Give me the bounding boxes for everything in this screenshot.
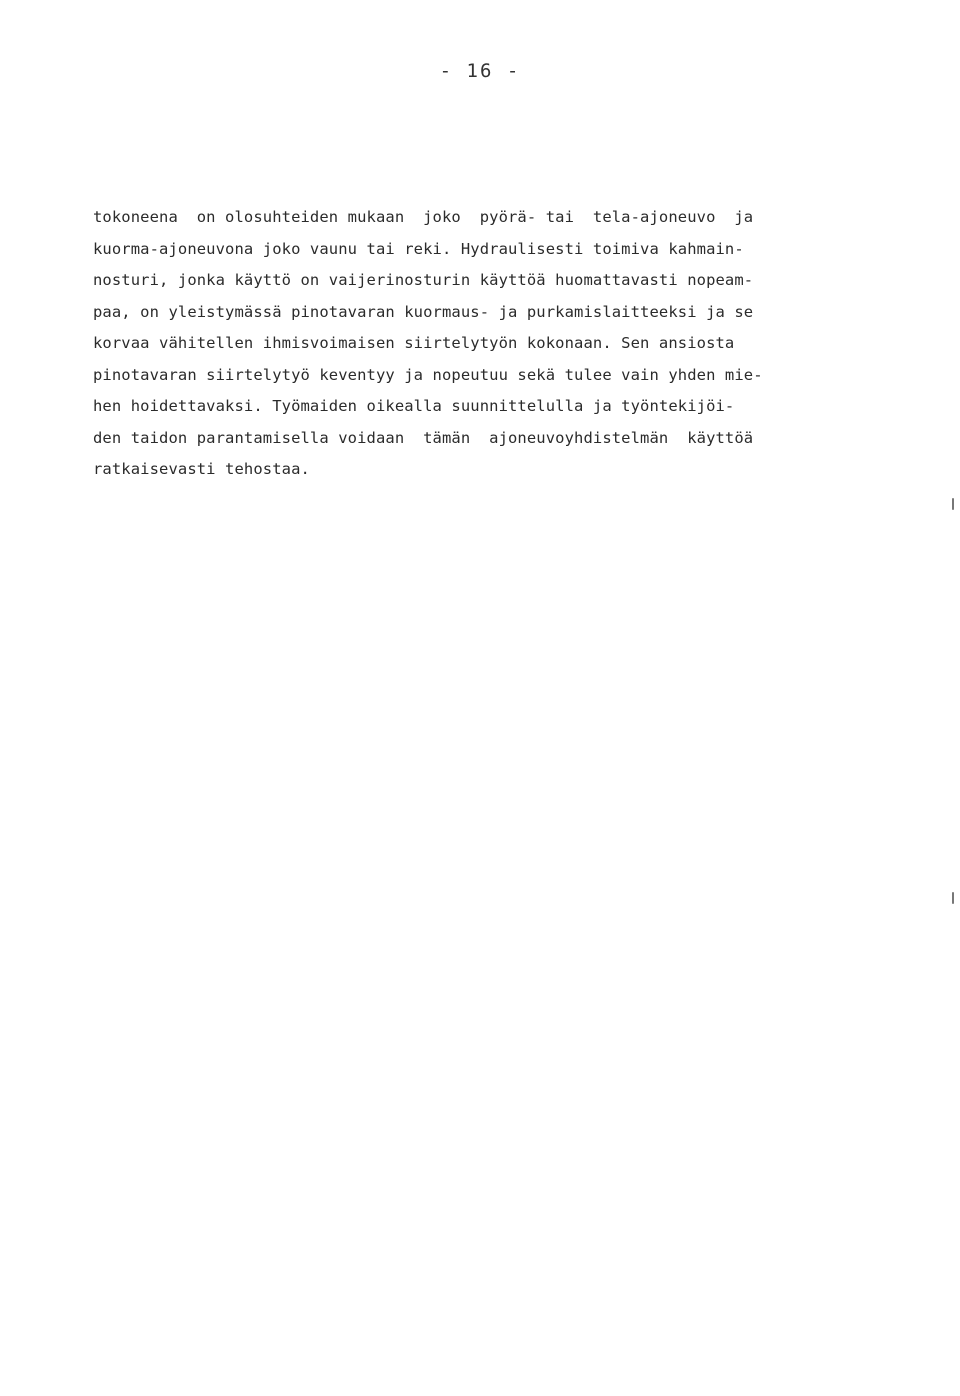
paragraph-line: kuorma-ajoneuvona joko vaunu tai reki. Hydraulisesti toimiva kahmain- <box>93 239 744 258</box>
paragraph-line: paa, on yleistymässä pinotavaran kuormaus- ja purkamislaitteeksi ja se <box>93 302 754 321</box>
page-number: - 16 - <box>439 60 521 82</box>
paragraph-line: korvaa vähitellen ihmisvoimaisen siirtelytyön kokonaan. Sen ansiosta <box>93 334 735 352</box>
paragraph-line: ratkaisevasti tehostaa. <box>93 460 310 478</box>
paragraph-line: tokoneena on olosuhteiden mukaan joko pyörä- tai tela-ajoneuvo ja <box>93 208 754 226</box>
scan-edge-mark <box>952 498 954 510</box>
body-paragraph <box>93 202 873 486</box>
paragraph-line: hen hoidettavaksi. Työmaiden oikealla suunnittelulla ja työntekijöi- <box>93 397 735 415</box>
scan-edge-mark <box>952 892 954 904</box>
paragraph-line: nosturi, jonka käyttö on vaijerinosturin käyttöä huomattavasti nopeam- <box>93 271 754 289</box>
paragraph-line: pinotavaran siirtelytyö keventyy ja nopeutuu sekä tulee vain yhden mie- <box>93 365 763 384</box>
paragraph-line: den taidon parantamisella voidaan tämän ajoneuvoyhdistelmän käyttöä <box>93 428 754 447</box>
